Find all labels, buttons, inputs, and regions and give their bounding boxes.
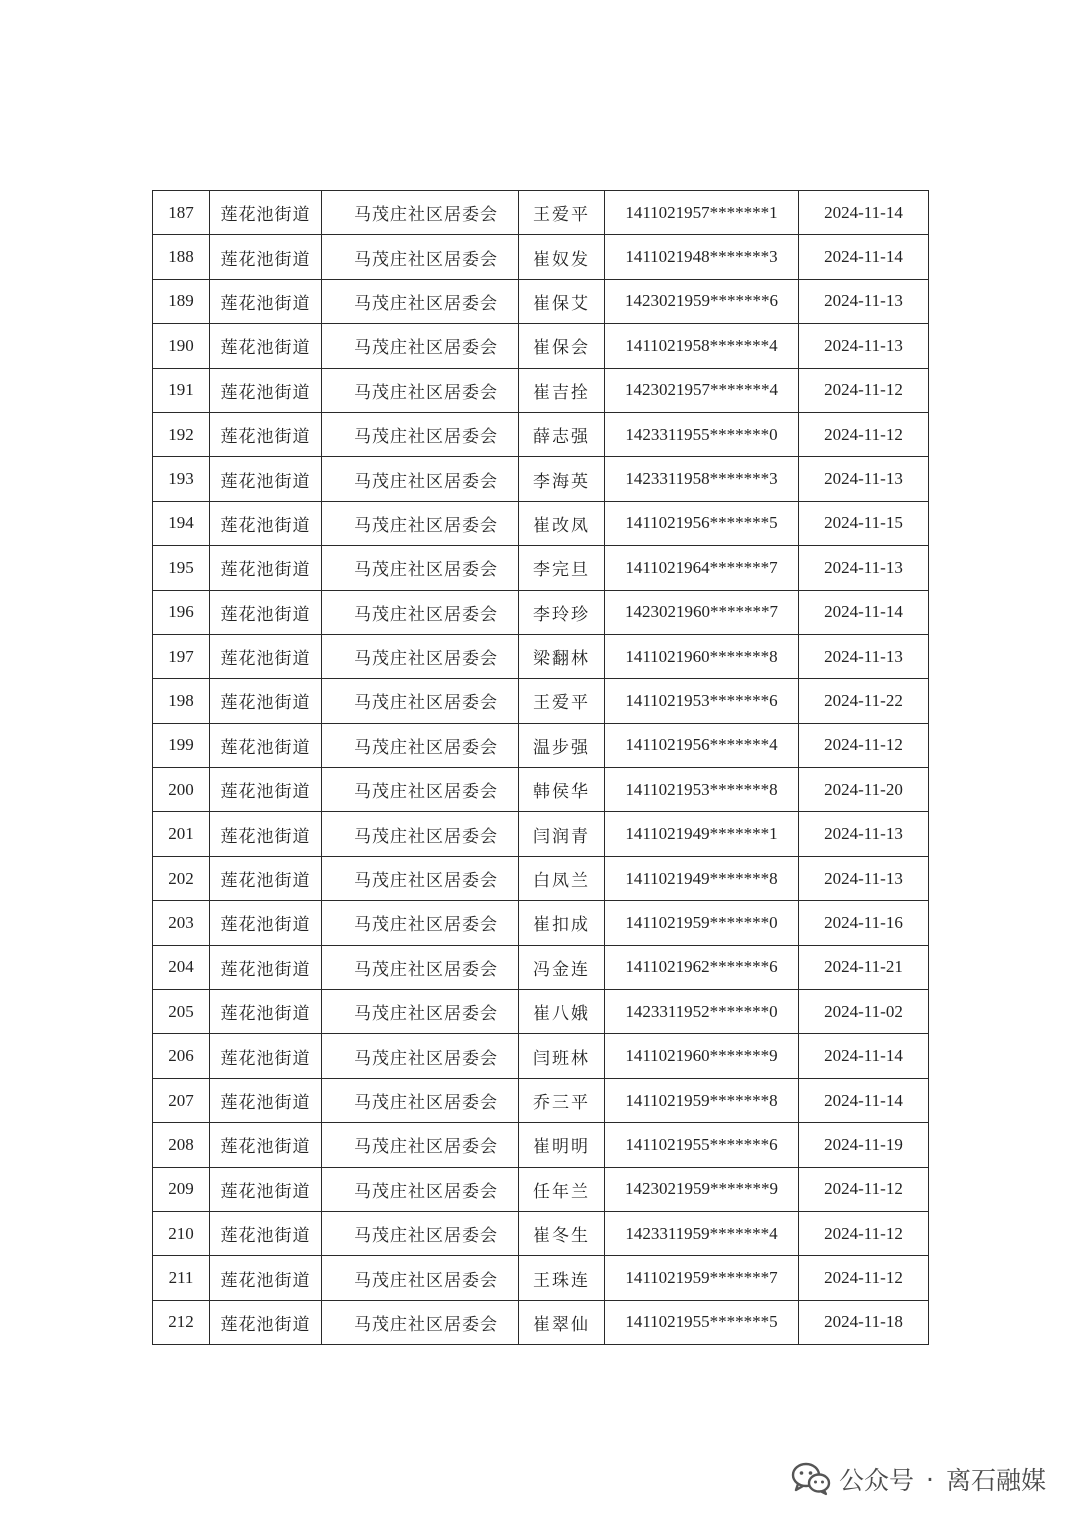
id-number-cell: 1411021949*******1 [605, 812, 799, 856]
date-cell: 2024-11-14 [799, 1034, 929, 1078]
wechat-watermark [791, 1461, 1046, 1497]
person-name-cell: 薛志强 [519, 412, 605, 456]
person-name-cell: 王珠连 [519, 1256, 605, 1300]
id-number-cell: 1411021956*******4 [605, 723, 799, 767]
id-number-cell: 1411021957*******1 [605, 191, 799, 235]
id-number-cell: 1423311959*******4 [605, 1211, 799, 1255]
row-number-cell: 211 [153, 1256, 210, 1300]
date-cell: 2024-11-12 [799, 1211, 929, 1255]
table-row [153, 990, 929, 1034]
street-cell: 莲花池街道 [210, 235, 322, 279]
street-cell: 莲花池街道 [210, 1034, 322, 1078]
row-number-cell: 199 [153, 723, 210, 767]
watermark-separator: · [926, 1464, 934, 1494]
community-cell: 马茂庄社区居委会 [322, 901, 519, 945]
community-cell: 马茂庄社区居委会 [322, 279, 519, 323]
person-name-cell: 李完旦 [519, 546, 605, 590]
row-number-cell: 194 [153, 501, 210, 545]
table-row [153, 856, 929, 900]
row-number-cell: 197 [153, 634, 210, 678]
person-name-cell: 闫班林 [519, 1034, 605, 1078]
person-name-cell: 白凤兰 [519, 856, 605, 900]
row-number-cell: 203 [153, 901, 210, 945]
row-number-cell: 205 [153, 990, 210, 1034]
date-cell: 2024-11-13 [799, 457, 929, 501]
table-row [153, 235, 929, 279]
date-cell: 2024-11-20 [799, 768, 929, 812]
person-name-cell: 乔三平 [519, 1078, 605, 1122]
person-name-cell: 崔奴发 [519, 235, 605, 279]
id-number-cell: 1423021960*******7 [605, 590, 799, 634]
id-number-cell: 1411021955*******6 [605, 1123, 799, 1167]
table-row [153, 546, 929, 590]
community-cell: 马茂庄社区居委会 [322, 812, 519, 856]
row-number-cell: 192 [153, 412, 210, 456]
id-number-cell: 1411021962*******6 [605, 945, 799, 989]
table-row [153, 1034, 929, 1078]
street-cell: 莲花池街道 [210, 901, 322, 945]
table-row [153, 1256, 929, 1300]
table-row [153, 412, 929, 456]
id-number-cell: 1411021959*******0 [605, 901, 799, 945]
date-cell: 2024-11-12 [799, 1167, 929, 1211]
person-name-cell: 温步强 [519, 723, 605, 767]
row-number-cell: 193 [153, 457, 210, 501]
table-row [153, 368, 929, 412]
community-cell: 马茂庄社区居委会 [322, 768, 519, 812]
row-number-cell: 210 [153, 1211, 210, 1255]
date-cell: 2024-11-02 [799, 990, 929, 1034]
community-cell: 马茂庄社区居委会 [322, 1167, 519, 1211]
id-number-cell: 1423311958*******3 [605, 457, 799, 501]
community-cell: 马茂庄社区居委会 [322, 679, 519, 723]
row-number-cell: 196 [153, 590, 210, 634]
community-cell: 马茂庄社区居委会 [322, 945, 519, 989]
row-number-cell: 187 [153, 191, 210, 235]
date-cell: 2024-11-13 [799, 324, 929, 368]
person-name-cell: 闫润青 [519, 812, 605, 856]
person-name-cell: 梁翻林 [519, 634, 605, 678]
id-number-cell: 1411021948*******3 [605, 235, 799, 279]
date-cell: 2024-11-13 [799, 856, 929, 900]
row-number-cell: 209 [153, 1167, 210, 1211]
table-row [153, 768, 929, 812]
street-cell: 莲花池街道 [210, 412, 322, 456]
row-number-cell: 201 [153, 812, 210, 856]
table-row [153, 457, 929, 501]
date-cell: 2024-11-13 [799, 812, 929, 856]
roster-table-body [153, 191, 929, 1345]
community-cell: 马茂庄社区居委会 [322, 501, 519, 545]
street-cell: 莲花池街道 [210, 634, 322, 678]
community-cell: 马茂庄社区居委会 [322, 723, 519, 767]
person-name-cell: 李海英 [519, 457, 605, 501]
street-cell: 莲花池街道 [210, 279, 322, 323]
street-cell: 莲花池街道 [210, 945, 322, 989]
id-number-cell: 1411021964*******7 [605, 546, 799, 590]
row-number-cell: 200 [153, 768, 210, 812]
person-name-cell: 崔八娥 [519, 990, 605, 1034]
community-cell: 马茂庄社区居委会 [322, 324, 519, 368]
row-number-cell: 212 [153, 1300, 210, 1344]
person-name-cell: 崔保艾 [519, 279, 605, 323]
community-cell: 马茂庄社区居委会 [322, 1034, 519, 1078]
id-number-cell: 1411021949*******8 [605, 856, 799, 900]
street-cell: 莲花池街道 [210, 368, 322, 412]
table-row [153, 812, 929, 856]
date-cell: 2024-11-12 [799, 1256, 929, 1300]
date-cell: 2024-11-18 [799, 1300, 929, 1344]
id-number-cell: 1411021958*******4 [605, 324, 799, 368]
id-number-cell: 1411021953*******6 [605, 679, 799, 723]
table-row [153, 723, 929, 767]
community-cell: 马茂庄社区居委会 [322, 1123, 519, 1167]
street-cell: 莲花池街道 [210, 546, 322, 590]
row-number-cell: 208 [153, 1123, 210, 1167]
row-number-cell: 191 [153, 368, 210, 412]
person-name-cell: 王爱平 [519, 191, 605, 235]
street-cell: 莲花池街道 [210, 990, 322, 1034]
date-cell: 2024-11-14 [799, 1078, 929, 1122]
community-cell: 马茂庄社区居委会 [322, 590, 519, 634]
date-cell: 2024-11-13 [799, 634, 929, 678]
date-cell: 2024-11-14 [799, 235, 929, 279]
id-number-cell: 1411021955*******5 [605, 1300, 799, 1344]
watermark-account: 离石融媒 [945, 1466, 1046, 1495]
person-name-cell: 王爱平 [519, 679, 605, 723]
table-row [153, 901, 929, 945]
community-cell: 马茂庄社区居委会 [322, 412, 519, 456]
street-cell: 莲花池街道 [210, 501, 322, 545]
row-number-cell: 202 [153, 856, 210, 900]
street-cell: 莲花池街道 [210, 1211, 322, 1255]
date-cell: 2024-11-22 [799, 679, 929, 723]
person-name-cell: 崔扣成 [519, 901, 605, 945]
id-number-cell: 1423311955*******0 [605, 412, 799, 456]
table-row [153, 324, 929, 368]
street-cell: 莲花池街道 [210, 324, 322, 368]
id-number-cell: 1411021959*******7 [605, 1256, 799, 1300]
date-cell: 2024-11-15 [799, 501, 929, 545]
date-cell: 2024-11-13 [799, 546, 929, 590]
community-cell: 马茂庄社区居委会 [322, 546, 519, 590]
street-cell: 莲花池街道 [210, 679, 322, 723]
row-number-cell: 204 [153, 945, 210, 989]
table-row [153, 191, 929, 235]
street-cell: 莲花池街道 [210, 590, 322, 634]
date-cell: 2024-11-14 [799, 590, 929, 634]
row-number-cell: 190 [153, 324, 210, 368]
person-name-cell: 崔吉拴 [519, 368, 605, 412]
row-number-cell: 207 [153, 1078, 210, 1122]
id-number-cell: 1411021956*******5 [605, 501, 799, 545]
street-cell: 莲花池街道 [210, 1123, 322, 1167]
id-number-cell: 1423311952*******0 [605, 990, 799, 1034]
community-cell: 马茂庄社区居委会 [322, 368, 519, 412]
community-cell: 马茂庄社区居委会 [322, 457, 519, 501]
community-cell: 马茂庄社区居委会 [322, 1300, 519, 1344]
table-row [153, 279, 929, 323]
wechat-icon [791, 1462, 831, 1496]
table-row [153, 634, 929, 678]
street-cell: 莲花池街道 [210, 723, 322, 767]
community-cell: 马茂庄社区居委会 [322, 990, 519, 1034]
person-name-cell: 冯金连 [519, 945, 605, 989]
id-number-cell: 1423021959*******9 [605, 1167, 799, 1211]
table-row [153, 1300, 929, 1344]
person-name-cell: 崔保会 [519, 324, 605, 368]
street-cell: 莲花池街道 [210, 1167, 322, 1211]
id-number-cell: 1411021960*******8 [605, 634, 799, 678]
community-cell: 马茂庄社区居委会 [322, 1256, 519, 1300]
community-cell: 马茂庄社区居委会 [322, 634, 519, 678]
table-row [153, 1078, 929, 1122]
row-number-cell: 198 [153, 679, 210, 723]
date-cell: 2024-11-21 [799, 945, 929, 989]
street-cell: 莲花池街道 [210, 856, 322, 900]
row-number-cell: 189 [153, 279, 210, 323]
date-cell: 2024-11-12 [799, 412, 929, 456]
person-name-cell: 任年兰 [519, 1167, 605, 1211]
person-name-cell: 李玲珍 [519, 590, 605, 634]
date-cell: 2024-11-12 [799, 368, 929, 412]
community-cell: 马茂庄社区居委会 [322, 1078, 519, 1122]
id-number-cell: 1423021957*******4 [605, 368, 799, 412]
street-cell: 莲花池街道 [210, 768, 322, 812]
street-cell: 莲花池街道 [210, 191, 322, 235]
date-cell: 2024-11-13 [799, 279, 929, 323]
community-cell: 马茂庄社区居委会 [322, 1211, 519, 1255]
street-cell: 莲花池街道 [210, 457, 322, 501]
row-number-cell: 188 [153, 235, 210, 279]
person-name-cell: 崔改凤 [519, 501, 605, 545]
row-number-cell: 195 [153, 546, 210, 590]
table-row [153, 945, 929, 989]
date-cell: 2024-11-14 [799, 191, 929, 235]
roster-table [152, 190, 929, 1345]
community-cell: 马茂庄社区居委会 [322, 856, 519, 900]
id-number-cell: 1423021959*******6 [605, 279, 799, 323]
watermark-prefix: 公众号 [839, 1466, 915, 1495]
person-name-cell: 韩侯华 [519, 768, 605, 812]
street-cell: 莲花池街道 [210, 1300, 322, 1344]
date-cell: 2024-11-12 [799, 723, 929, 767]
table-row [153, 1167, 929, 1211]
person-name-cell: 崔冬生 [519, 1211, 605, 1255]
community-cell: 马茂庄社区居委会 [322, 235, 519, 279]
person-name-cell: 崔明明 [519, 1123, 605, 1167]
id-number-cell: 1411021960*******9 [605, 1034, 799, 1078]
street-cell: 莲花池街道 [210, 1078, 322, 1122]
person-name-cell: 崔翠仙 [519, 1300, 605, 1344]
date-cell: 2024-11-19 [799, 1123, 929, 1167]
street-cell: 莲花池街道 [210, 1256, 322, 1300]
table-row [153, 590, 929, 634]
street-cell: 莲花池街道 [210, 812, 322, 856]
row-number-cell: 206 [153, 1034, 210, 1078]
table-row [153, 1211, 929, 1255]
id-number-cell: 1411021959*******8 [605, 1078, 799, 1122]
id-number-cell: 1411021953*******8 [605, 768, 799, 812]
table-row [153, 1123, 929, 1167]
date-cell: 2024-11-16 [799, 901, 929, 945]
community-cell: 马茂庄社区居委会 [322, 191, 519, 235]
table-row [153, 501, 929, 545]
table-row [153, 679, 929, 723]
